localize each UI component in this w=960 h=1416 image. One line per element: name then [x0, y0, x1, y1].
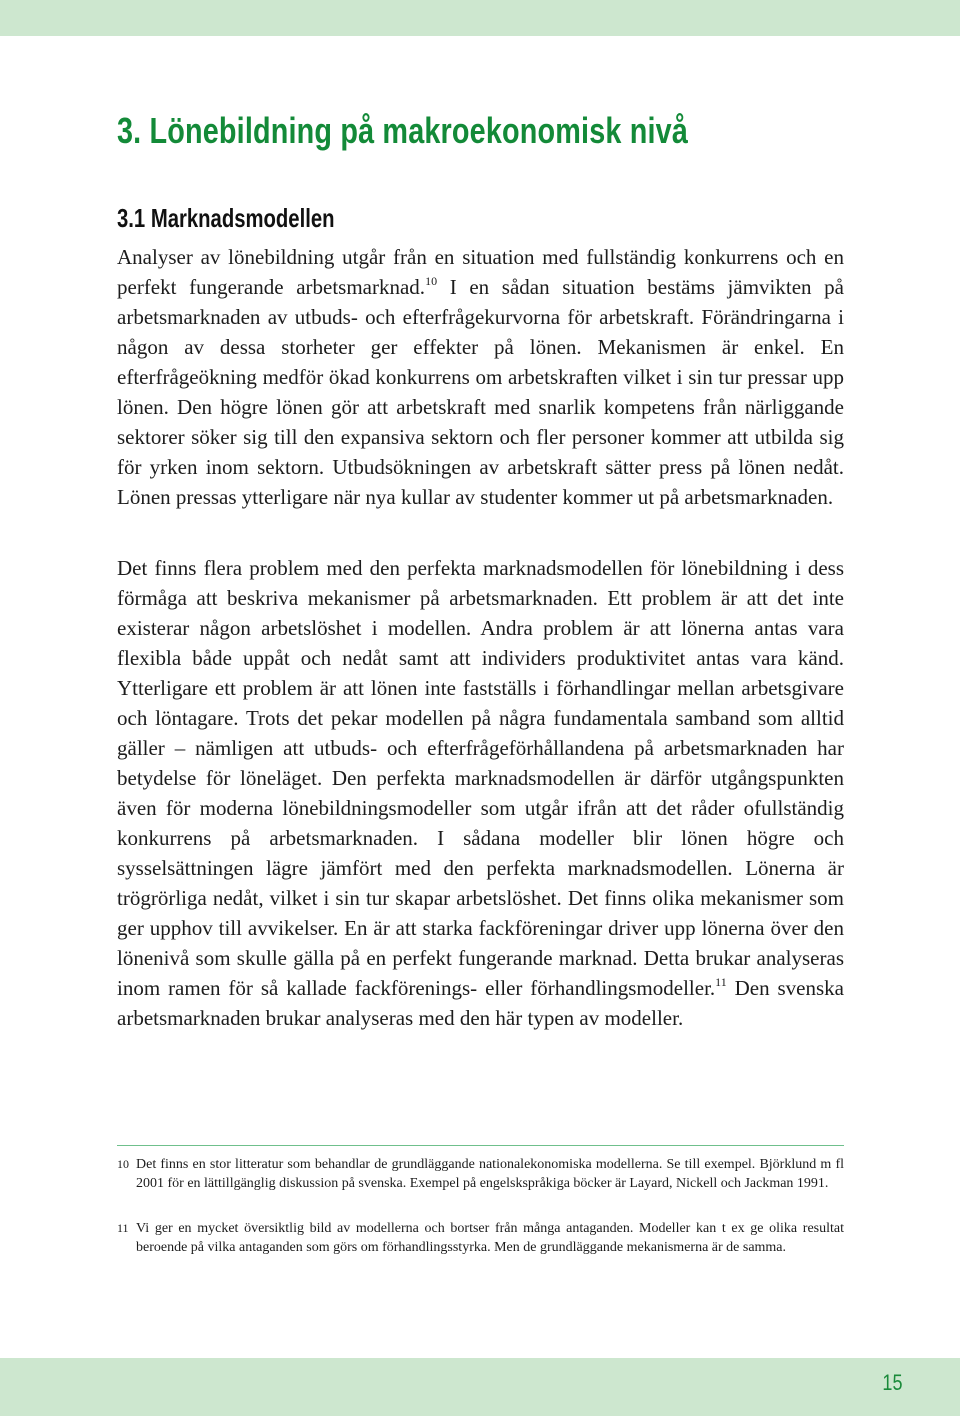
body-paragraph-1 [117, 242, 844, 512]
footnote-ref-10[interactable]: 10 [425, 274, 438, 288]
chapter-title: 3. Lönebildning på makroekonomisk nivå [117, 110, 688, 151]
footnote-divider [117, 1145, 844, 1146]
paragraph-2-text-a: Det finns flera problem med den perfekta marknadsmodellen för lönebildning i dess förmåga att beskriva mekanismer på arbetsmarknaden. Ett problem är att det inte existerar någon arbetslöshet i modellen. Andra problem är att lönerna antas vara flexibla både uppåt och nedåt samt att individers produktivitet antas vara känd. Ytterligare ett problem är att lönen inte fastställs i förhandlingar mellan arbetsgivare och löntagare. Trots det pekar modellen på några fundamentala samband som alltid gäller – nämligen att utbuds- och efterfrågeförhållandena på arbetsmarknaden har betydelse för löneläget. Den perfekta marknadsmodellen är därför utgångspunkten även för moderna lönebildningsmodeller som utgår ifrån att det råder ofullständig konkurrens på arbetsmarknaden. I sådana modeller blir lönen högre och sysselsättningen lägre jämfört med den perfekta marknadsmodellen. Lönerna är trögrörliga nedåt, vilket i sin tur skapar arbetslöshet. Det finns olika mekanismer som ger upphov till avvikelser. En är att starka fackföreningar driver upp lönerna över den lönenivå som skulle gälla på en perfekt fungerande marknad. Detta brukar analyseras inom ramen för så kallade fackförenings- eller förhandlingsmodeller. [117, 556, 844, 1000]
footnote-number: 11 [117, 1221, 129, 1235]
footnote-ref-11[interactable]: 11 [715, 975, 727, 989]
bottom-color-band [0, 1358, 960, 1416]
page-number: 15 [881, 1370, 902, 1395]
paragraph-1-text-a: Analyser av lönebildning utgår från en situation med fullständig konkurrens och en perfekt fungerande arbetsmarknad. [117, 245, 844, 299]
body-paragraph-2 [117, 553, 844, 1033]
paragraph-1-text-b: I en sådan situation bestäms jämvikten på arbetsmarknaden av utbuds- och efterfrågekurvorna för arbetskraft. Förändringarna i någon av dessa storheter ger effekter på lönen. Mekanismen är enkel. En efterfrågeökning medför ökad konkurrens om arbetskraften vilket i sin tur pressar upp lönen. Den högre lönen gör att arbetskraft med snarlik kompetens från närliggande sektorer söker sig till den expansiva sektorn och fler personer kommer att utbilda sig för yrken inom sektorn. Utbudsökningen av arbetskraft sätter press på lönen nedåt. Lönen pressas ytterligare när nya kullar av studenter kommer ut på arbetsmarknaden. [117, 275, 844, 509]
section-title: 3.1 Marknadsmodellen [117, 203, 335, 233]
footnote-number: 10 [117, 1157, 129, 1171]
footnote-10 [117, 1155, 844, 1193]
footnote-11 [117, 1219, 844, 1257]
top-color-band [0, 0, 960, 36]
footnote-text: Vi ger en mycket översiktlig bild av modellerna och bortser från många antaganden. Modeller kan t ex ge olika resultat beroende på vilka antaganden som görs om förhandlingsstyrka. Men de grundläggande mekanismerna är de samma. [136, 1221, 844, 1255]
footnote-text: Det finns en stor litteratur som behandlar de grundläggande nationalekonomiska modellerna. Se till exempel. Björklund m fl 2001 för en lättillgänglig diskussion på svenska. Exempel på engelskspråkiga böcker är Layard, Nickell och Jackman 1991. [136, 1157, 844, 1191]
paragraph-2-text-b: Den svenska arbetsmarknaden brukar analyseras med den här typen av modeller. [117, 976, 844, 1030]
